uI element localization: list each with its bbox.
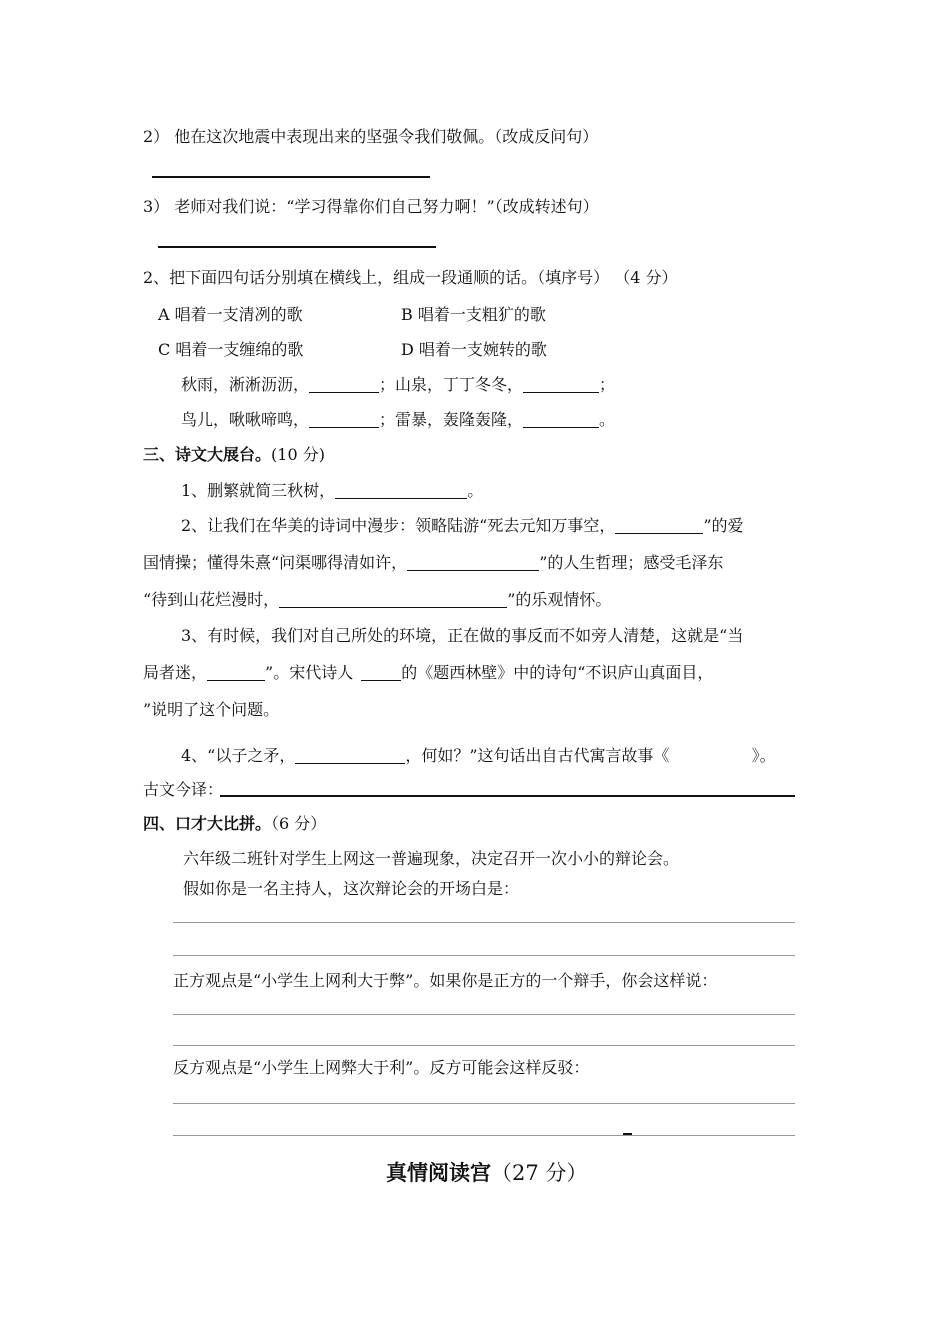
opening-line-2[interactable] xyxy=(173,955,795,956)
blank-1[interactable] xyxy=(309,376,379,393)
section-4-heading: 四、口才大比拼。（6 分） xyxy=(143,814,327,833)
answer-line-q2[interactable] xyxy=(152,176,430,178)
blank-poem-5[interactable] xyxy=(207,664,265,681)
poem-q3-line3: ”说明了这个问题。 xyxy=(143,700,280,719)
option-b: B 唱着一支粗犷的歌 xyxy=(401,305,546,324)
ordering-line-2: 鸟儿，啾啾啼鸣， ；雷暴，轰隆轰隆， 。 xyxy=(181,410,616,429)
con-line-1[interactable] xyxy=(173,1103,795,1104)
poem-q3-line2: 局者迷， ”。宋代诗人 的《题西林壁》中的诗句“不识庐山真面目， xyxy=(143,663,714,682)
poem-q1: 1、删繁就简三秋树， 。 xyxy=(181,481,484,500)
poem-q3-line1: 3、有时候，我们对自己所处的环境，正在做的事反而不如旁人清楚，这就是“当 xyxy=(181,626,744,645)
blank-3[interactable] xyxy=(309,411,379,428)
poem-q4-line1: 4、“以子之矛， ，何如？”这句话出自古代寓言故事《 》。 xyxy=(181,746,776,765)
pro-line-2[interactable] xyxy=(173,1045,795,1046)
ordering-line-1: 秋雨，淅淅沥沥， ；山泉，丁丁冬冬， ； xyxy=(181,375,616,394)
translation-answer-line[interactable] xyxy=(220,795,795,797)
ordering-prompt: 2、把下面四句话分别填在横线上，组成一段通顺的话。（填序号） （4 分） xyxy=(143,268,678,287)
pro-viewpoint: 正方观点是“小学生上网利大于弊”。如果你是正方的一个辩手，你会这样说： xyxy=(173,971,718,990)
question-2-rewrite: 2） 他在这次地震中表现出来的坚强令我们敬佩。（改成反问句） xyxy=(143,127,599,146)
blank-2[interactable] xyxy=(523,376,599,393)
question-3-rewrite: 3） 老师对我们说：“学习得靠你们自己努力啊！”（改成转述句） xyxy=(143,197,599,216)
answer-line-q3[interactable] xyxy=(158,246,436,248)
pro-line-1[interactable] xyxy=(173,1014,795,1015)
reading-section-title: 真情阅读宫（27 分） xyxy=(386,1160,588,1185)
opening-line-1[interactable] xyxy=(173,922,795,923)
blank-poem-1[interactable] xyxy=(335,482,467,499)
blank-poem-7[interactable] xyxy=(295,747,405,764)
stray-mark xyxy=(623,1133,632,1135)
option-a: A 唱着一支清冽的歌 xyxy=(158,305,303,324)
con-viewpoint: 反方观点是“小学生上网弊大于利”。反方可能会这样反驳： xyxy=(173,1058,590,1077)
poem-q2-line2: 国情操；懂得朱熹“问渠哪得清如许， ”的人生哲理；感受毛泽东 xyxy=(143,553,724,572)
blank-4[interactable] xyxy=(523,411,599,428)
debate-intro-2: 假如你是一名主持人，这次辩论会的开场白是： xyxy=(183,879,520,898)
option-d: D 唱着一支婉转的歌 xyxy=(401,340,547,359)
section-3-heading: 三、诗文大展台。(10 分) xyxy=(143,445,325,464)
blank-poem-6[interactable] xyxy=(361,664,401,681)
blank-poem-2[interactable] xyxy=(615,517,703,534)
blank-poem-3[interactable] xyxy=(407,554,539,571)
poem-q2-line1: 2、让我们在华美的诗词中漫步：领略陆游“死去元知万事空， ”的爱 xyxy=(181,516,744,535)
con-line-2[interactable] xyxy=(173,1135,795,1136)
option-c: C 唱着一支缠绵的歌 xyxy=(158,340,304,359)
blank-poem-4[interactable] xyxy=(279,591,507,608)
poem-q2-line3: “待到山花烂漫时， ”的乐观情怀。 xyxy=(143,590,612,609)
poem-q4-translate-label: 古文今译： xyxy=(143,780,224,799)
debate-intro-1: 六年级二班针对学生上网这一普遍现象，决定召开一次小小的辩论会。 xyxy=(183,849,680,868)
